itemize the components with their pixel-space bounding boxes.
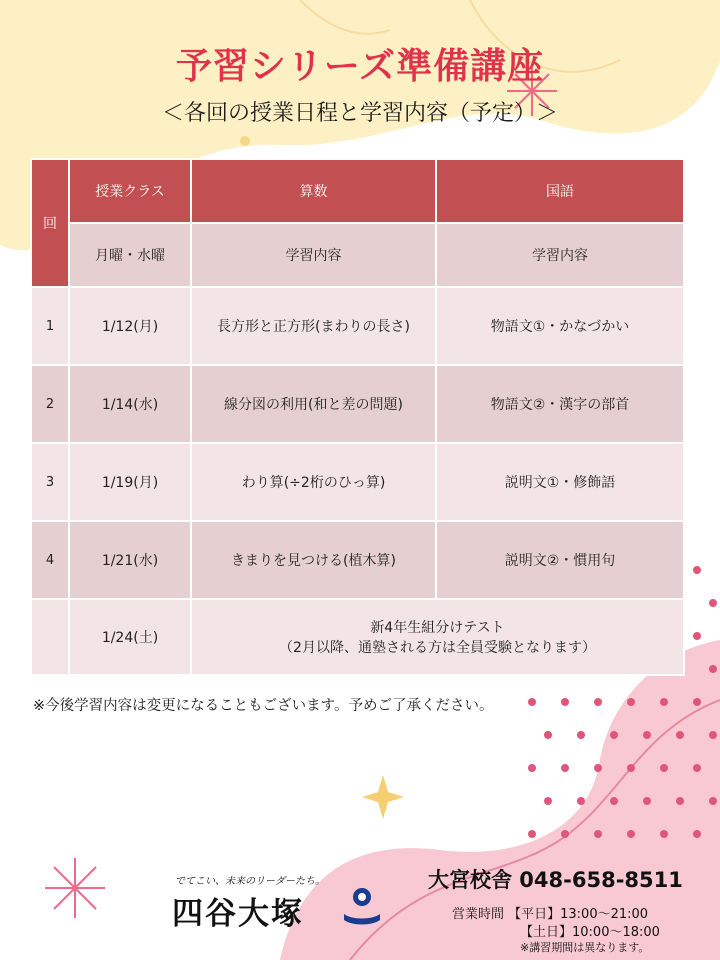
row-date: 1/14(水) [69,365,191,443]
decor-dot [643,797,651,805]
row-date: 1/12(月) [69,287,191,365]
decor-dot [709,665,717,673]
disclaimer-note: ※今後学習内容は変更になることもございます。予めご了承ください。 [33,698,494,714]
decor-dot [693,830,701,838]
sparkle-icon [362,775,404,819]
row-date: 1/24(土) [69,599,191,675]
row-date: 1/19(月) [69,443,191,521]
logo: 四谷大塚 [172,896,304,932]
row-number: 1 [31,287,69,365]
row-number [31,599,69,675]
header-math: 算数 [191,159,436,223]
row-japanese: 物語文②・漢字の部首 [436,365,684,443]
row-math: 長方形と正方形(まわりの長さ) [191,287,436,365]
decor-dot [544,731,552,739]
decor-dot [577,797,585,805]
header-japanese: 国語 [436,159,684,223]
header-class: 授業クラス [69,159,191,223]
logo-mark-icon [340,884,384,928]
decor-dot [561,764,569,772]
test-title: 新4年生組分けテスト [370,620,505,636]
decor-dot [610,731,618,739]
decor-dot [594,764,602,772]
logo-tagline: でてこい、未来のリーダーたち。 [175,876,325,887]
row-math: きまりを見つける(植木算) [191,521,436,599]
round-header-label: 回 [43,216,57,232]
decor-dot [594,830,602,838]
test-note: （2月以降、通塾される方は全員受験となります） [279,640,596,656]
decor-dot [709,599,717,607]
decor-dot [660,764,668,772]
decor-dot [660,830,668,838]
decor-dot [627,830,635,838]
decor-dot [528,764,536,772]
decor-dot [528,698,536,706]
header-math-content: 学習内容 [191,223,436,287]
hours-saturday: 【土日】10:00～18:00 [520,925,660,940]
decor-dot [627,698,635,706]
header-days: 月曜・水曜 [69,223,191,287]
decor-dot [561,698,569,706]
row-number: 4 [31,521,69,599]
row-date: 1/21(水) [69,521,191,599]
decor-dot [627,764,635,772]
decor-dot [709,797,717,805]
schedule-table [30,158,685,676]
table-row-test [31,599,684,675]
decor-dot [676,797,684,805]
row-test-description [191,599,684,675]
table-row [31,287,684,365]
hours-weekday: 営業時間 【平日】13:00～21:00 [452,907,649,922]
decor-dot [610,797,618,805]
decor-dot [544,797,552,805]
round-header [31,159,69,287]
decor-dot [693,764,701,772]
table-row [31,443,684,521]
decor-dot [693,698,701,706]
decor-dot [577,731,585,739]
decor-dot [643,731,651,739]
decor-dot [660,698,668,706]
decor-dot [528,830,536,838]
table-row [31,521,684,599]
decor-dot [676,731,684,739]
decor-dot [594,698,602,706]
row-number: 2 [31,365,69,443]
row-japanese: 説明文②・慣用句 [436,521,684,599]
sparkle-icon [45,858,105,918]
row-math: 線分図の利用(和と差の問題) [191,365,436,443]
hours-note: ※講習期間は異なります。 [520,941,650,954]
decor-dot [561,830,569,838]
header-japanese-content: 学習内容 [436,223,684,287]
row-math: わり算(÷2桁のひっ算) [191,443,436,521]
decor-dot [693,632,701,640]
page-title: 予習シリーズ準備講座 [175,46,545,87]
row-number: 3 [31,443,69,521]
table-row [31,365,684,443]
school-contact: 大宮校舎 048-658-8511 [428,868,683,892]
page-subtitle: ＜各回の授業日程と学習内容（予定）＞ [161,101,558,126]
decor-dot [693,566,701,574]
row-japanese: 物語文①・かなづかい [436,287,684,365]
row-japanese: 説明文①・修飾語 [436,443,684,521]
decor-dot [709,731,717,739]
